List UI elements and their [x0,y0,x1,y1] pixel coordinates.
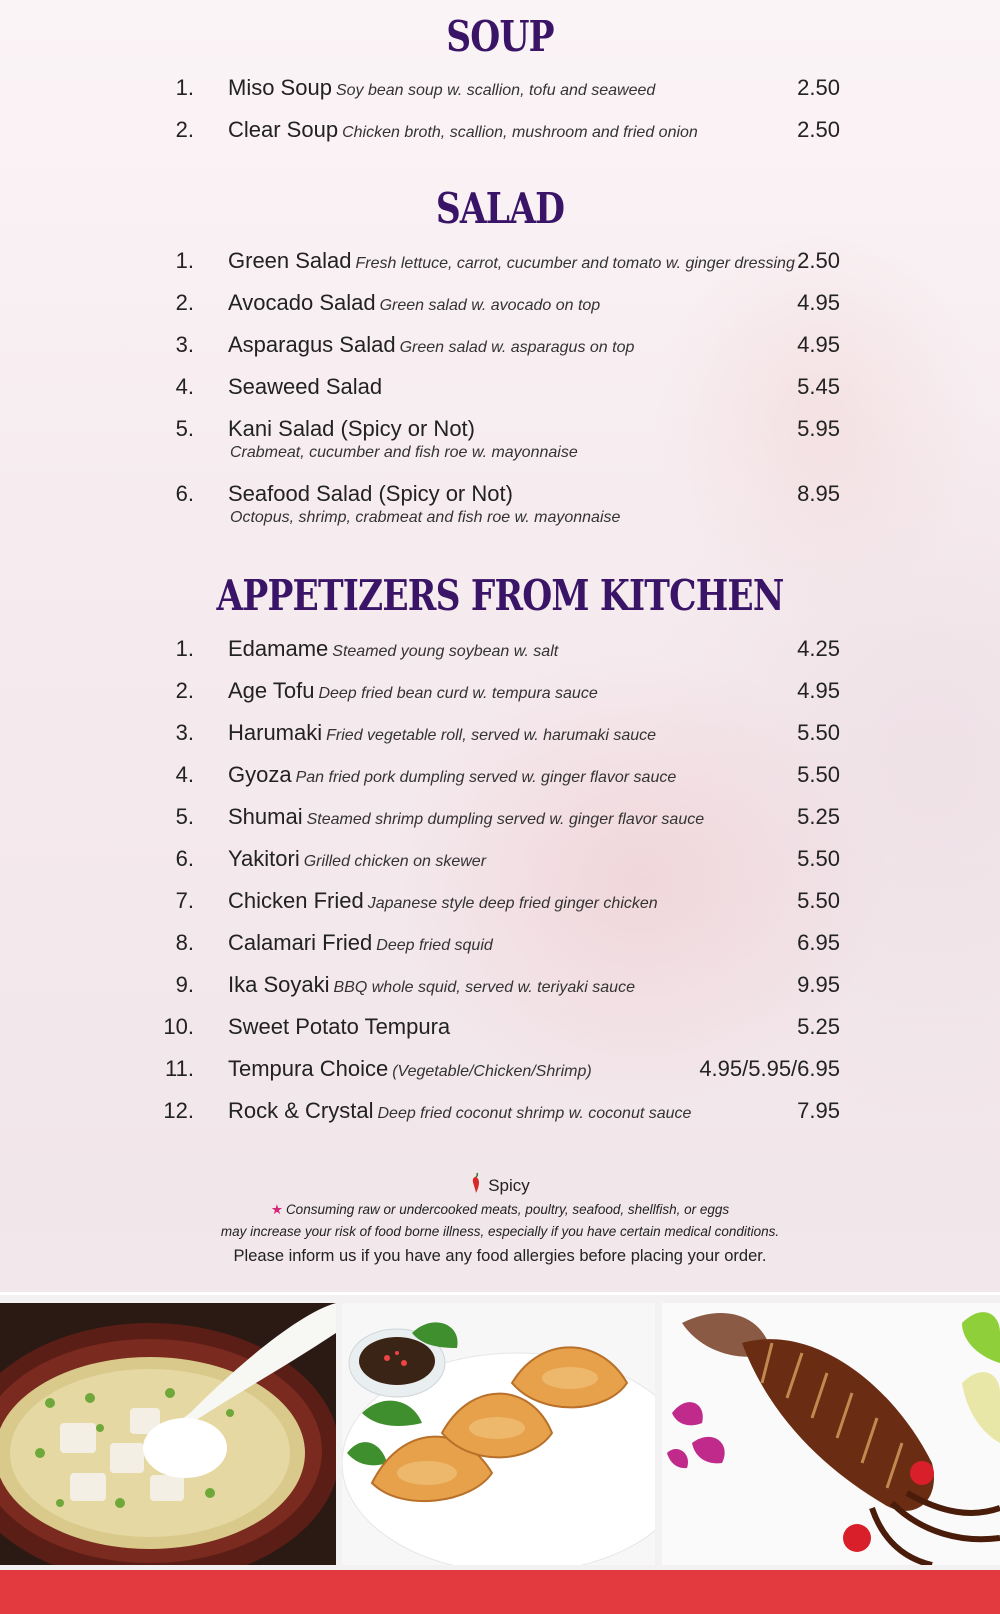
item-price: 5.95 [797,416,840,441]
miso-soup-photo [0,1303,336,1565]
item-number: 6. [175,846,194,871]
item-name: Yakitori Grilled chicken on skewer [228,846,487,871]
item-number: 3. [175,332,194,357]
item-price: 5.45 [797,374,840,399]
item-description: Deep fried squid [376,937,493,954]
item-number: 1. [175,248,194,273]
item-name: Shumai Steamed shrimp dumpling served w. ginger flavor sauce [228,804,705,829]
menu-item-edamame [0,636,1000,676]
item-price: 5.50 [797,888,840,913]
item-number: 10. [163,1014,194,1039]
menu-item-tempura-choice [0,1056,1000,1096]
item-price: 7.95 [797,1098,840,1123]
item-description: Pan fried pork dumpling served w. ginger flavor sauce [295,769,677,786]
item-description: Chicken broth, scallion, mushroom and fried onion [342,124,698,141]
item-number: 2. [175,678,194,703]
item-name: Gyoza Pan fried pork dumpling served w. ginger flavor sauce [228,762,677,787]
item-number: 4. [175,374,194,399]
item-name: Edamame Steamed young soybean w. salt [228,636,559,661]
item-price: 4.95/5.95/6.95 [699,1056,840,1081]
menu-item-clear-soup [0,117,1000,157]
salad-heading: SALAD [435,184,565,233]
item-number: 2. [175,290,194,315]
item-name: Age Tofu Deep fried bean curd w. tempura sauce [228,678,598,703]
soup-heading: SOUP [446,12,554,61]
food-safety-warning-line1: ★ Consuming raw or undercooked meats, poultry, seafood, shellfish, or eggs [270,1202,730,1217]
menu-item-seafood-salad [0,481,1000,537]
item-name: Seafood Salad (Spicy or Not) [228,481,513,506]
item-number: 12. [163,1098,194,1123]
food-photo-strip [0,1292,1000,1571]
item-number: 11. [165,1056,194,1081]
chili-pepper-icon [470,1172,482,1199]
item-number: 1. [175,75,194,100]
item-price: 4.95 [797,332,840,357]
item-name: Tempura Choice (Vegetable/Chicken/Shrimp) [228,1056,592,1081]
menu-item-harumaki [0,720,1000,760]
item-name: Kani Salad (Spicy or Not) [228,416,475,441]
allergy-note: Please inform us if you have any food allergies before placing your order. [233,1247,767,1265]
menu-item-age-tofu [0,678,1000,718]
menu-item-green-salad [0,248,1000,288]
item-name: Calamari Fried Deep fried squid [228,930,493,955]
item-description: Fried vegetable roll, served w. harumaki sauce [326,727,657,744]
item-description: Green salad w. avocado on top [379,297,601,314]
item-price: 4.25 [797,636,840,661]
item-price: 5.50 [797,762,840,787]
item-description: Fresh lettuce, carrot, cucumber and tomato w. ginger dressing [355,255,795,272]
star-icon: ★ [270,1202,283,1217]
item-price: 4.95 [797,290,840,315]
spicy-legend [0,1172,1000,1199]
menu-item-shumai [0,804,1000,844]
food-safety-warning-line2: may increase your risk of food borne illness, especially if you have certain medical conditions. [220,1224,780,1239]
item-price: 5.25 [797,804,840,829]
ika-soyaki-photo [662,1303,1000,1565]
item-description: Crabmeat, cucumber and fish roe w. mayonnaise [230,444,578,461]
item-number: 4. [175,762,194,787]
item-price: 2.50 [797,248,840,273]
item-name: Asparagus Salad Green salad w. asparagus on top [228,332,635,357]
menu-item-ika-soyaki [0,972,1000,1012]
menu-item-miso-soup [0,75,1000,115]
item-number: 5. [175,416,194,441]
item-description: (Vegetable/Chicken/Shrimp) [392,1063,592,1080]
item-number: 5. [175,804,194,829]
item-number: 6. [175,481,194,506]
item-price: 5.25 [797,1014,840,1039]
menu-item-yakitori [0,846,1000,886]
menu-item-asparagus-salad [0,332,1000,372]
item-name: Harumaki Fried vegetable roll, served w. harumaki sauce [228,720,657,745]
item-number: 2. [175,117,194,142]
item-description: Steamed shrimp dumpling served w. ginger flavor sauce [306,811,705,828]
item-price: 4.95 [797,678,840,703]
gyoza-photo [342,1303,655,1565]
item-price: 5.50 [797,720,840,745]
item-name: Rock & Crystal Deep fried coconut shrimp w. coconut sauce [228,1098,692,1123]
appetizers-heading: APPETIZERS FROM KITCHEN [216,571,784,620]
item-description: Soy bean soup w. scallion, tofu and seaweed [335,82,656,99]
item-name: Sweet Potato Tempura [228,1014,451,1039]
item-name: Green Salad Fresh lettuce, carrot, cucumber and tomato w. ginger dressing [228,248,795,273]
menu-item-calamari-fried [0,930,1000,970]
item-name: Clear Soup Chicken broth, scallion, mushroom and fried onion [228,117,698,142]
menu-item-seaweed-salad [0,374,1000,414]
item-description: Green salad w. asparagus on top [399,339,635,356]
menu-item-avocado-salad [0,290,1000,330]
item-name: Seaweed Salad [228,374,383,399]
item-price: 8.95 [797,481,840,506]
menu-item-gyoza [0,762,1000,802]
item-description: Octopus, shrimp, crabmeat and fish roe w. mayonnaise [230,509,621,526]
menu-item-sweet-potato-tempura [0,1014,1000,1054]
menu-item-rock-and-crystal [0,1098,1000,1138]
item-description: BBQ whole squid, served w. teriyaki sauce [333,979,635,996]
item-price: 6.95 [797,930,840,955]
item-number: 9. [175,972,194,997]
item-name: Chicken Fried Japanese style deep fried ginger chicken [228,888,658,913]
item-price: 2.50 [797,75,840,100]
item-description: Deep fried bean curd w. tempura sauce [318,685,598,702]
menu-item-chicken-fried [0,888,1000,928]
menu-item-kani-salad [0,416,1000,472]
item-price: 9.95 [797,972,840,997]
item-number: 3. [175,720,194,745]
item-number: 8. [175,930,194,955]
item-name: Avocado Salad Green salad w. avocado on top [228,290,601,315]
item-price: 5.50 [797,846,840,871]
item-description: Steamed young soybean w. salt [332,643,559,660]
spicy-label: Spicy [488,1176,530,1195]
item-name: Miso Soup Soy bean soup w. scallion, tofu and seaweed [228,75,656,100]
item-number: 7. [175,888,194,913]
item-description: Deep fried coconut shrimp w. coconut sauce [377,1105,692,1122]
item-name: Ika Soyaki BBQ whole squid, served w. teriyaki sauce [228,972,635,997]
footer-color-bar [0,1570,1000,1614]
item-description: Japanese style deep fried ginger chicken [367,895,658,912]
item-number: 1. [175,636,194,661]
item-description: Grilled chicken on skewer [303,853,487,870]
item-price: 2.50 [797,117,840,142]
